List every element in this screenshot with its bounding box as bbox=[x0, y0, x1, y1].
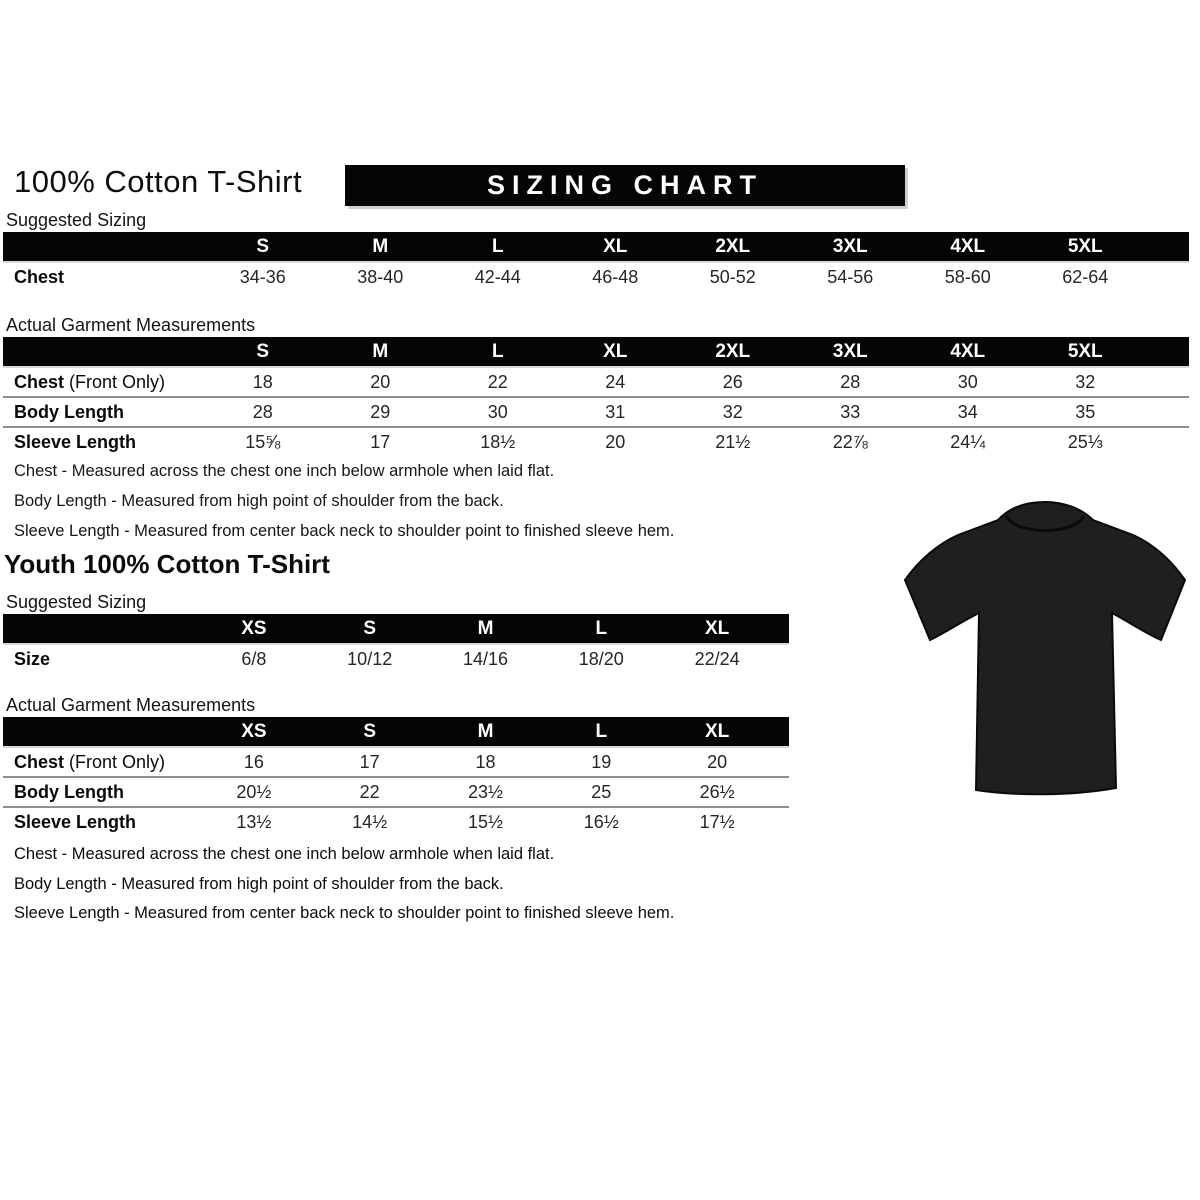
column-header: 5XL bbox=[1067, 340, 1103, 362]
table-cell: 30 bbox=[487, 401, 508, 422]
table-cell: 31 bbox=[605, 401, 626, 422]
column-header: L bbox=[491, 235, 504, 257]
column-header: L bbox=[491, 340, 504, 362]
row-label bbox=[3, 432, 204, 453]
row-label-text: Sleeve Length bbox=[14, 431, 137, 452]
table-row bbox=[3, 748, 789, 776]
table-cell: 18 bbox=[252, 371, 273, 392]
column-header: XS bbox=[241, 617, 267, 639]
table-cell: 21½ bbox=[715, 431, 751, 452]
table-cell: 33 bbox=[840, 401, 861, 422]
table-cell: 50-52 bbox=[709, 266, 756, 287]
table-cell: 14½ bbox=[352, 811, 388, 832]
table-cell: 26 bbox=[722, 371, 743, 392]
table-cell: 24¼ bbox=[950, 431, 986, 452]
row-label-text: Chest bbox=[14, 371, 65, 392]
table-row bbox=[3, 806, 789, 836]
table-row bbox=[3, 368, 1189, 396]
table-header-row bbox=[3, 614, 789, 645]
table-row bbox=[3, 645, 789, 673]
row-label bbox=[3, 782, 196, 803]
table-cell: 20½ bbox=[236, 781, 272, 802]
table-cell: 25⅓ bbox=[1067, 431, 1103, 452]
column-header: XL bbox=[704, 720, 730, 742]
row-label bbox=[3, 267, 204, 288]
column-header: 2XL bbox=[715, 235, 751, 257]
column-header: M bbox=[477, 617, 494, 639]
table-header-row bbox=[3, 232, 1189, 263]
column-header: XL bbox=[704, 617, 730, 639]
adult-suggested-sizing-label: Suggested Sizing bbox=[6, 210, 147, 230]
row-label-text: Chest bbox=[14, 266, 65, 287]
note-line: Sleeve Length - Measured from center back neck to shoulder point to finished sleeve hem. bbox=[14, 522, 675, 540]
table-cell: 17 bbox=[370, 431, 391, 452]
column-header: 3XL bbox=[832, 235, 868, 257]
table-cell: 22/24 bbox=[694, 648, 740, 669]
youth-section-title: Youth 100% Cotton T-Shirt bbox=[4, 549, 330, 579]
table-cell: 42-44 bbox=[474, 266, 521, 287]
column-header: 4XL bbox=[950, 235, 986, 257]
sizing-chart-banner bbox=[345, 165, 905, 206]
table-cell: 20 bbox=[605, 431, 626, 452]
table-cell: 34 bbox=[957, 401, 978, 422]
row-label-text: Body Length bbox=[14, 401, 124, 422]
table-cell: 6/8 bbox=[241, 648, 267, 669]
tshirt-product-image bbox=[895, 494, 1195, 804]
table-cell: 29 bbox=[370, 401, 391, 422]
table-cell: 38-40 bbox=[357, 266, 404, 287]
column-header: S bbox=[363, 617, 377, 639]
black-tshirt-icon bbox=[895, 494, 1195, 804]
table-cell: 28 bbox=[252, 401, 273, 422]
row-label bbox=[3, 649, 196, 670]
note-line: Chest - Measured across the chest one inch below armhole when laid flat. bbox=[14, 845, 555, 863]
column-header: XS bbox=[241, 720, 267, 742]
row-label: Chest (Front Only) bbox=[14, 751, 166, 772]
table-row bbox=[3, 426, 1189, 456]
table-cell: 23½ bbox=[467, 781, 504, 802]
column-header: 2XL bbox=[715, 340, 751, 362]
row-label-text: Body Length bbox=[14, 781, 124, 802]
table-cell: 22 bbox=[487, 371, 508, 392]
table-cell: 16 bbox=[243, 751, 264, 772]
table-cell: 22⅞ bbox=[832, 431, 868, 452]
table-cell: 62-64 bbox=[1062, 266, 1109, 287]
table-cell: 26½ bbox=[699, 781, 735, 802]
adult-suggested-sizing-table bbox=[3, 232, 1189, 291]
column-header: L bbox=[595, 720, 608, 742]
table-cell: 17 bbox=[359, 751, 380, 772]
table-cell: 10/12 bbox=[347, 648, 393, 669]
page-title: 100% Cotton T-Shirt bbox=[14, 164, 303, 199]
note-line: Chest - Measured across the chest one inch below armhole when laid flat. bbox=[14, 462, 555, 480]
column-header: XL bbox=[603, 340, 628, 362]
table-cell: 16½ bbox=[583, 811, 619, 832]
table-cell: 22 bbox=[359, 781, 380, 802]
table-cell: 20 bbox=[707, 751, 728, 772]
table-cell: 24 bbox=[605, 371, 626, 392]
column-header: 3XL bbox=[832, 340, 868, 362]
column-header: 5XL bbox=[1067, 235, 1103, 257]
table-cell: 54-56 bbox=[827, 266, 874, 287]
youth-suggested-sizing-label: Suggested Sizing bbox=[6, 592, 147, 612]
table-row bbox=[3, 263, 1189, 291]
table-cell: 25 bbox=[591, 781, 612, 802]
table-cell: 18½ bbox=[480, 431, 516, 452]
table-cell: 30 bbox=[957, 371, 978, 392]
table-header-row bbox=[3, 337, 1189, 368]
row-label-text: Sleeve Length bbox=[14, 811, 137, 832]
row-label: Chest (Front Only) bbox=[14, 371, 166, 392]
youth-suggested-sizing-table bbox=[3, 614, 789, 673]
table-cell: 35 bbox=[1075, 401, 1096, 422]
column-header: S bbox=[256, 340, 270, 362]
table-row bbox=[3, 776, 789, 806]
table-row bbox=[3, 396, 1189, 426]
table-cell: 19 bbox=[591, 751, 612, 772]
column-header: M bbox=[477, 720, 494, 742]
column-header: L bbox=[595, 617, 608, 639]
table-header-row bbox=[3, 717, 789, 748]
row-label bbox=[3, 812, 196, 833]
note-line: Body Length - Measured from high point of shoulder from the back. bbox=[14, 874, 504, 893]
table-cell: 15⅝ bbox=[245, 431, 281, 452]
youth-garment-measurements-table bbox=[3, 717, 789, 836]
column-header: XL bbox=[603, 235, 628, 257]
row-label-text: Size bbox=[14, 648, 51, 669]
table-cell: 46-48 bbox=[592, 266, 639, 287]
table-cell: 58-60 bbox=[944, 266, 991, 287]
table-cell: 15½ bbox=[467, 811, 504, 832]
note-line: Body Length - Measured from high point of shoulder from the back. bbox=[14, 492, 504, 510]
adult-measurement-notes bbox=[14, 462, 674, 552]
column-header: M bbox=[372, 340, 389, 362]
youth-measurement-notes bbox=[14, 845, 674, 934]
sizing-chart-banner-text: SIZING CHART bbox=[487, 170, 763, 200]
table-cell: 32 bbox=[722, 401, 743, 422]
adult-garment-measurements-table bbox=[3, 337, 1189, 456]
table-cell: 20 bbox=[370, 371, 391, 392]
table-cell: 34-36 bbox=[239, 266, 286, 287]
row-label bbox=[3, 402, 204, 423]
table-cell: 28 bbox=[840, 371, 861, 392]
youth-actual-measurements-label: Actual Garment Measurements bbox=[6, 695, 256, 715]
table-cell: 13½ bbox=[236, 811, 272, 832]
column-header: S bbox=[363, 720, 377, 742]
note-line: Sleeve Length - Measured from center back neck to shoulder point to finished sleeve hem. bbox=[14, 904, 675, 922]
column-header: 4XL bbox=[950, 340, 986, 362]
column-header: M bbox=[372, 235, 389, 257]
table-cell: 17½ bbox=[699, 811, 735, 832]
row-label-text: Chest bbox=[14, 751, 65, 772]
adult-actual-measurements-label: Actual Garment Measurements bbox=[6, 315, 256, 335]
table-cell: 18 bbox=[475, 751, 496, 772]
column-header: S bbox=[256, 235, 270, 257]
table-cell: 32 bbox=[1075, 371, 1096, 392]
table-cell: 14/16 bbox=[462, 648, 509, 669]
table-cell: 18/20 bbox=[578, 648, 624, 669]
